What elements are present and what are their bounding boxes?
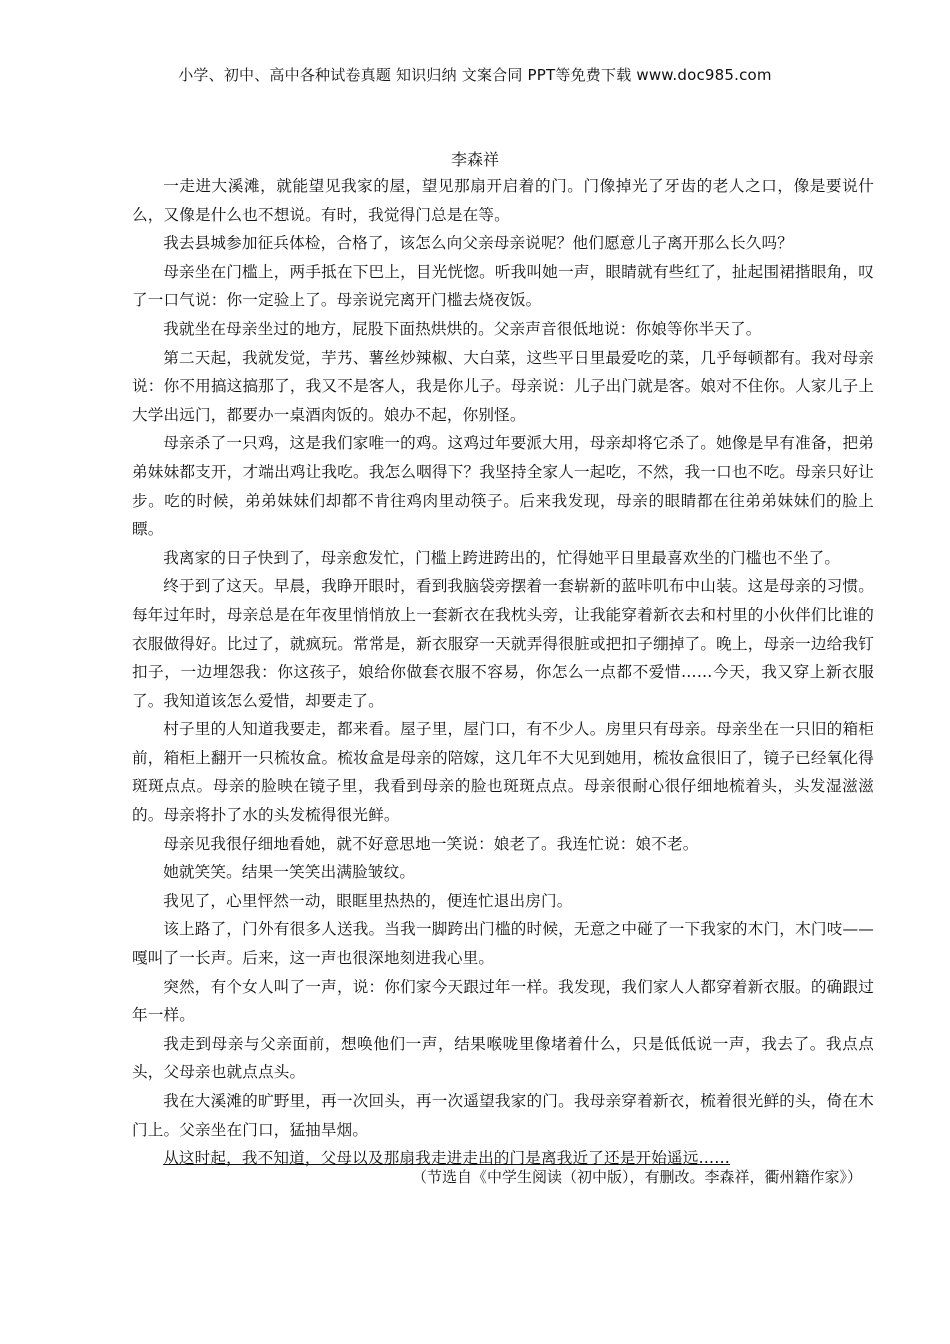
paragraph: 该上路了，门外有很多人送我。当我一脚跨出门槛的时候，无意之中碰了一下我家的木门，木门吱——嘎叫了一长声。后来，这一声也很深地刻进我心里。 bbox=[132, 920, 874, 968]
paragraph: 终于到了这天。早晨，我睁开眼时，看到我脑袋旁摆着一套崭新的蓝咔叽布中山装。这是母亲的习惯。每年过年时，母亲总是在年夜里悄悄放上一套新衣在我枕头旁，让我能穿着新衣去和村里的小伙伴们比谁的衣服做得好。比过了，就疯玩。常常是，新衣服穿一天就弄得很脏或把扣子绷掉了。晚上，母亲一边给我钉扣子，一边埋怨我：你这孩子，娘给你做套衣服不容易，你怎么一点都不爱惜……今天，我又穿上新衣服了。我知道该怎么爱惜，却要走了。 bbox=[132, 577, 874, 710]
paragraph: 我就坐在母亲坐过的地方，屁股下面热烘烘的。父亲声音很低地说：你娘等你半天了。 bbox=[163, 319, 762, 338]
paragraph: 第二天起，我就发觉，芋艿、薯丝炒辣椒、大白菜，这些平日里最爱吃的菜，几乎每顿都有。我对母亲说：你不用搞这搞那了，我又不是客人，我是你儿子。母亲说：儿子出门就是客。娘对不住你。人家儿子上大学出远门，都要办一桌酒肉饭的。娘办不起，你别怪。 bbox=[132, 348, 874, 424]
source-citation: （节选自《中学生阅读（初中版），有删改。李森祥，衢州籍作家》） bbox=[411, 1168, 862, 1186]
paragraph: 母亲坐在门槛上，两手抵在下巴上，目光恍惚。听我叫她一声，眼睛就有些红了，扯起围裙揩眼角，叹了一口气说：你一定验上了。母亲说完离开门槛去烧夜饭。 bbox=[132, 262, 874, 310]
article-title: 李森祥 bbox=[450, 150, 499, 169]
paragraph: 母亲杀了一只鸡，这是我们家唯一的鸡。这鸡过年要派大用，母亲却将它杀了。她像是早有准备，把弟弟妹妹都支开，才端出鸡让我吃。我怎么咽得下？我坚持全家人一起吃，不然，我一口也不吃。母亲只好让步。吃的时候，弟弟妹妹们却都不肯往鸡肉里动筷子。后来我发现，母亲的眼睛都在往弟弟妹妹们的脸上瞟。 bbox=[132, 434, 874, 539]
page-header: 小学、初中、高中各种试卷真题 知识归纳 文案合同 PPT等免费下载 www.doc985.com bbox=[178, 66, 772, 84]
paragraph: 我离家的日子快到了，母亲愈发忙，门槛上跨进跨出的，忙得她平日里最喜欢坐的门槛也不坐了。 bbox=[163, 548, 841, 567]
paragraph: 母亲见我很仔细地看她，就不好意思地一笑说：娘老了。我连忙说：娘不老。 bbox=[163, 834, 699, 853]
closing-line-underlined: 从这时起，我不知道，父母以及那扇我走进走出的门是离我近了还是开始遥远…… bbox=[163, 1149, 730, 1168]
paragraph: 她就笑笑。结果一笑笑出满脸皱纹。 bbox=[163, 863, 416, 882]
paragraph: 我见了，心里怦然一动，眼眶里热热的，便连忙退出房门。 bbox=[163, 891, 573, 910]
article-body bbox=[132, 172, 874, 1173]
paragraph: 我走到母亲与父亲面前，想唤他们一声，结果喉咙里像堵着什么，只是低低说一声，我去了。我点点头，父母亲也就点点头。 bbox=[132, 1034, 874, 1082]
paragraph: 村子里的人知道我要走，都来看。屋子里，屋门口，有不少人。房里只有母亲。母亲坐在一只旧的箱柜前，箱柜上翻开一只梳妆盒。梳妆盒是母亲的陪嫁，这几年不大见到她用，梳妆盒很旧了，镜子已经氧化得斑斑点点。母亲的脸映在镜子里，我看到母亲的脸也斑斑点点。母亲很耐心很仔细地梳着头，头发湿滋滋的。母亲将扑了水的头发梳得很光鲜。 bbox=[132, 720, 874, 825]
paragraph: 我去县城参加征兵体检，合格了，该怎么向父亲母亲说呢？他们愿意儿子离开那么长久吗？ bbox=[163, 234, 793, 253]
paragraph: 我在大溪滩的旷野里，再一次回头，再一次遥望我家的门。我母亲穿着新衣，梳着很光鲜的头，倚在木门上。父亲坐在门口，猛抽旱烟。 bbox=[132, 1092, 874, 1139]
paragraph: 一走进大溪滩，就能望见我家的屋，望见那扇开启着的门。门像掉光了牙齿的老人之口，像是要说什么，又像是什么也不想说。有时，我觉得门总是在等。 bbox=[132, 177, 874, 224]
paragraph: 突然，有个女人叫了一声，说：你们家今天跟过年一样。我发现，我们家人人都穿着新衣服。的确跟过年一样。 bbox=[132, 977, 874, 1025]
